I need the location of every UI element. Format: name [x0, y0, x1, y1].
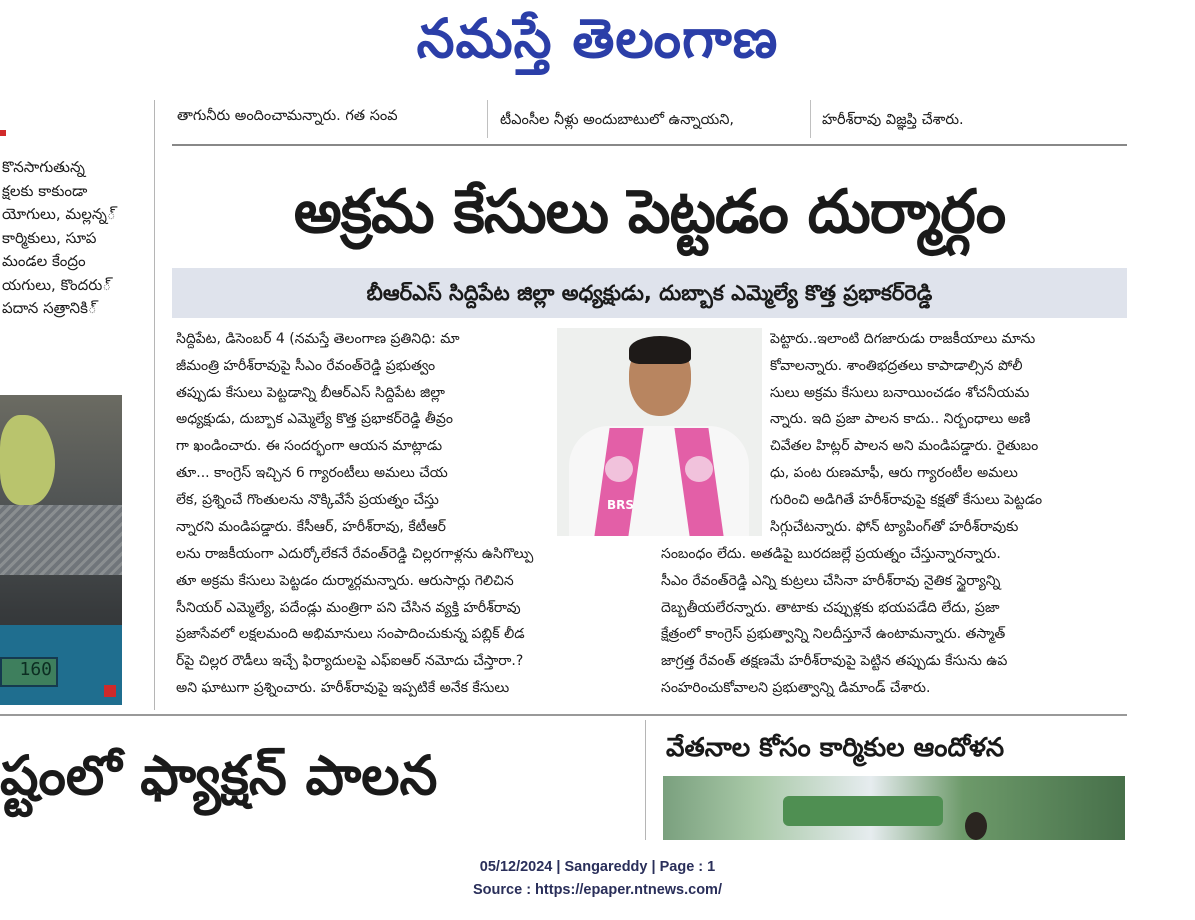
text-line: తూ అక్రమ కేసులు పెట్టడం దుర్మార్గమన్నారు. ఆరుసార్లు గెలిచిన [176, 572, 514, 589]
column-divider [645, 720, 646, 840]
article-body-bottom-left [176, 541, 646, 702]
text-line: జీమంత్రి హరీశ్‌రావుపై సీఎం రేవంత్‌రెడ్డి ప్రభుత్వం [176, 357, 436, 374]
mla-portrait-photo [557, 328, 762, 536]
text-line: సీనియర్ ఎమ్మెల్యే, పదేండ్లు మంత్రిగా పని చేసిన వ్యక్తి హరీశ్‌రావు [176, 599, 521, 616]
footer-source-link[interactable]: Source : https://epaper.ntnews.com/ [473, 882, 722, 898]
top-strip-text-1: తాగునీరు అందించామన్నారు. గత సంవ [177, 108, 398, 124]
text-line: తప్పుడు కేసులు పెట్టడాన్ని బీఆర్‌ఎస్ సిద్దిపేట జిల్లా [176, 384, 445, 401]
left-column-photo [0, 395, 122, 705]
text-line: ్పదాన సత్రానికి [2, 299, 97, 317]
text-line: సంబంధం లేదు. అతడిపై బురదజల్లే ప్రయత్నం చేస్తున్నారన్నారు. [661, 546, 1001, 562]
text-line: కోవాలన్నారు. శాంతిభద్రతలు కాపాడాల్సిన పోలీ [770, 357, 1023, 374]
workers-protest-photo [663, 776, 1125, 840]
article-body-column-2 [770, 326, 1122, 540]
bottom-left-headline: ష్టంలో ఫ్యాక్షన్ పాలన [0, 744, 438, 807]
section-divider [0, 714, 1127, 716]
text-line: గురించి అడిగితే హరీశ్‌రావుపై కక్షతో కేసులు పెట్టడం [770, 491, 1043, 508]
text-line: క్షలకు కాకుండా [2, 181, 88, 200]
text-line: క్షేత్రంలో కాంగ్రెస్ ప్రభుత్వాన్ని నిలదీస్తూనే ఉంటామన్నారు. తస్మాత్ [661, 626, 1006, 643]
hair [629, 336, 691, 364]
article-body-bottom-right [661, 541, 1122, 702]
top-strip [172, 100, 1127, 138]
text-line: న్నారని మండిపడ్డారు. కేసీఆర్, హరీశ్‌రావు, కేటీఆర్ [176, 518, 446, 535]
text-line: సిద్దిపేట, డిసెంబర్ 4 (నమస్తే తెలంగాణ ప్రతినిధి: మా [176, 331, 460, 347]
party-badge-text: BRS [607, 498, 635, 512]
red-marker [104, 685, 116, 697]
text-line: ర్‌పై చిల్లర రౌడీలు ఇచ్చే ఫిర్యాదులపై ఎఫ్ఐఆర్ నమోదు చేస్తారా.? [176, 653, 524, 670]
newspaper-page [0, 100, 1195, 840]
epaper-footer [0, 856, 1195, 902]
top-strip-text-2: టీఎంసీల నీళ్లు అందుబాటులో ఉన్నాయని, [500, 112, 735, 128]
text-line: పెట్టారు..ఇలాంటి దిగజారుడు రాజకీయాలు మాను [770, 331, 1036, 347]
scarf-badge-right [685, 456, 713, 482]
text-line: కార్మికులు, సూప [2, 228, 97, 247]
text-line: సిగ్గుచేటన్నారు. ఫోన్ ట్యాపింగ్‌తో హరీశ్‌రావుకు [770, 518, 1019, 535]
text-line: ప్రజాసేవలో లక్షలమంది అభిమానులు సంపాదించుకున్న పబ్లిక్ లీడ [176, 626, 525, 643]
strip-divider [487, 100, 488, 138]
left-adjacent-column [0, 100, 122, 720]
text-line: గా ఖండించారు. ఈ సందర్భంగా ఆయన మాట్లాడు [176, 438, 443, 455]
text-line: సంహరించుకోవాలని ప్రభుత్వాన్ని డిమాండ్ చేశారు. [661, 679, 931, 696]
red-bullet-icon [0, 130, 6, 136]
strip-divider [810, 100, 811, 138]
scale-display: 160 [0, 657, 58, 687]
leaf-shape [0, 415, 55, 505]
top-strip-text-3: హరీశ్‌రావు విజ్ఞప్తి చేశారు. [822, 112, 964, 128]
text-line: తూ... కాంగ్రెస్ ఇచ్చిన 6 గ్యారంటీలు అమలు చేయ [176, 464, 448, 481]
text-line: దెబ్బతీయలేరన్నారు. తాటాకు చప్పుళ్లకు భయపడేది లేదు, ప్రజా [661, 599, 1000, 616]
text-line: ధు, పంట రుణమాఫీ, ఆరు గ్యారంటీల అమలు [770, 464, 1018, 481]
signboard [783, 796, 943, 826]
text-line: సీఎం రేవంత్‌రెడ్డి ఎన్ని కుట్రలు చేసినా హరీశ్‌రావు నైతిక స్థైర్యాన్ని [661, 572, 1001, 589]
text-line: అని ఘాటుగా ప్రశ్నించారు. హరీశ్‌రావుపై ఇప్పటికే అనేక కేసులు [176, 679, 510, 696]
text-line: అధ్యక్షుడు, దుబ్బాక ఎమ్మెల్యే కొత్త ప్రభాకర్‌రెడ్డి తీవ్రం [176, 411, 453, 428]
person-head [965, 812, 987, 840]
left-column-text [0, 156, 122, 321]
text-line: కొనసాగుతున్న [2, 158, 85, 176]
article-headline: అక్రమ కేసులు పెట్టడం దుర్మార్గం [293, 177, 1006, 247]
text-line: చివేతల హిట్లర్ పాలన అని మండిపడ్డారు. రైతుబం [770, 438, 1039, 455]
scarf-badge-left [605, 456, 633, 482]
text-line: మండల కేంద్రం [2, 252, 86, 270]
text-line: జాగ్రత్త రేవంత్ తక్షణమే హరీశ్‌రావుపై పెట్టిన తప్పుడు కేసును ఉప [661, 653, 1008, 670]
bottom-right-headline: వేతనాల కోసం కార్మికుల ఆందోళన [666, 733, 1005, 763]
text-line: లను రాజకీయంగా ఎదుర్కోలేకనే రేవంత్‌రెడ్డి చిల్లరగాళ్లను ఉసిగొల్పు [176, 546, 534, 562]
text-line: ్యోగులు, మల్లన్న [2, 205, 116, 223]
masthead [0, 0, 1195, 84]
metal-tray [0, 505, 122, 575]
newspaper-logo-title: నమస్తే తెలంగాణ [416, 7, 779, 70]
text-line: ్యగులు, కొందరు [2, 275, 111, 294]
article-subheadline: బీఆర్‌ఎస్ సిద్దిపేట జిల్లా అధ్యక్షుడు, దుబ్బాక ఎమ్మెల్యే కొత్త ప్రభాకర్‌రెడ్డి [172, 268, 1127, 318]
column-divider [154, 100, 155, 710]
text-line: లేక, ప్రశ్నించే గొంతులను నొక్కివేసే ప్రయత్నం చేస్తు [176, 491, 439, 508]
footer-date-edition: 05/12/2024 | Sangareddy | Page : 1 [479, 859, 716, 875]
strip-separator [172, 144, 1127, 146]
article-body-column-1 [176, 326, 556, 540]
text-line: సులు అక్రమ కేసులు బనాయించడం శోచనీయమ [770, 384, 1030, 401]
text-line: న్నారు. ఇది ప్రజా పాలన కాదు.. నిర్బంధాలు అణి [770, 411, 1031, 428]
